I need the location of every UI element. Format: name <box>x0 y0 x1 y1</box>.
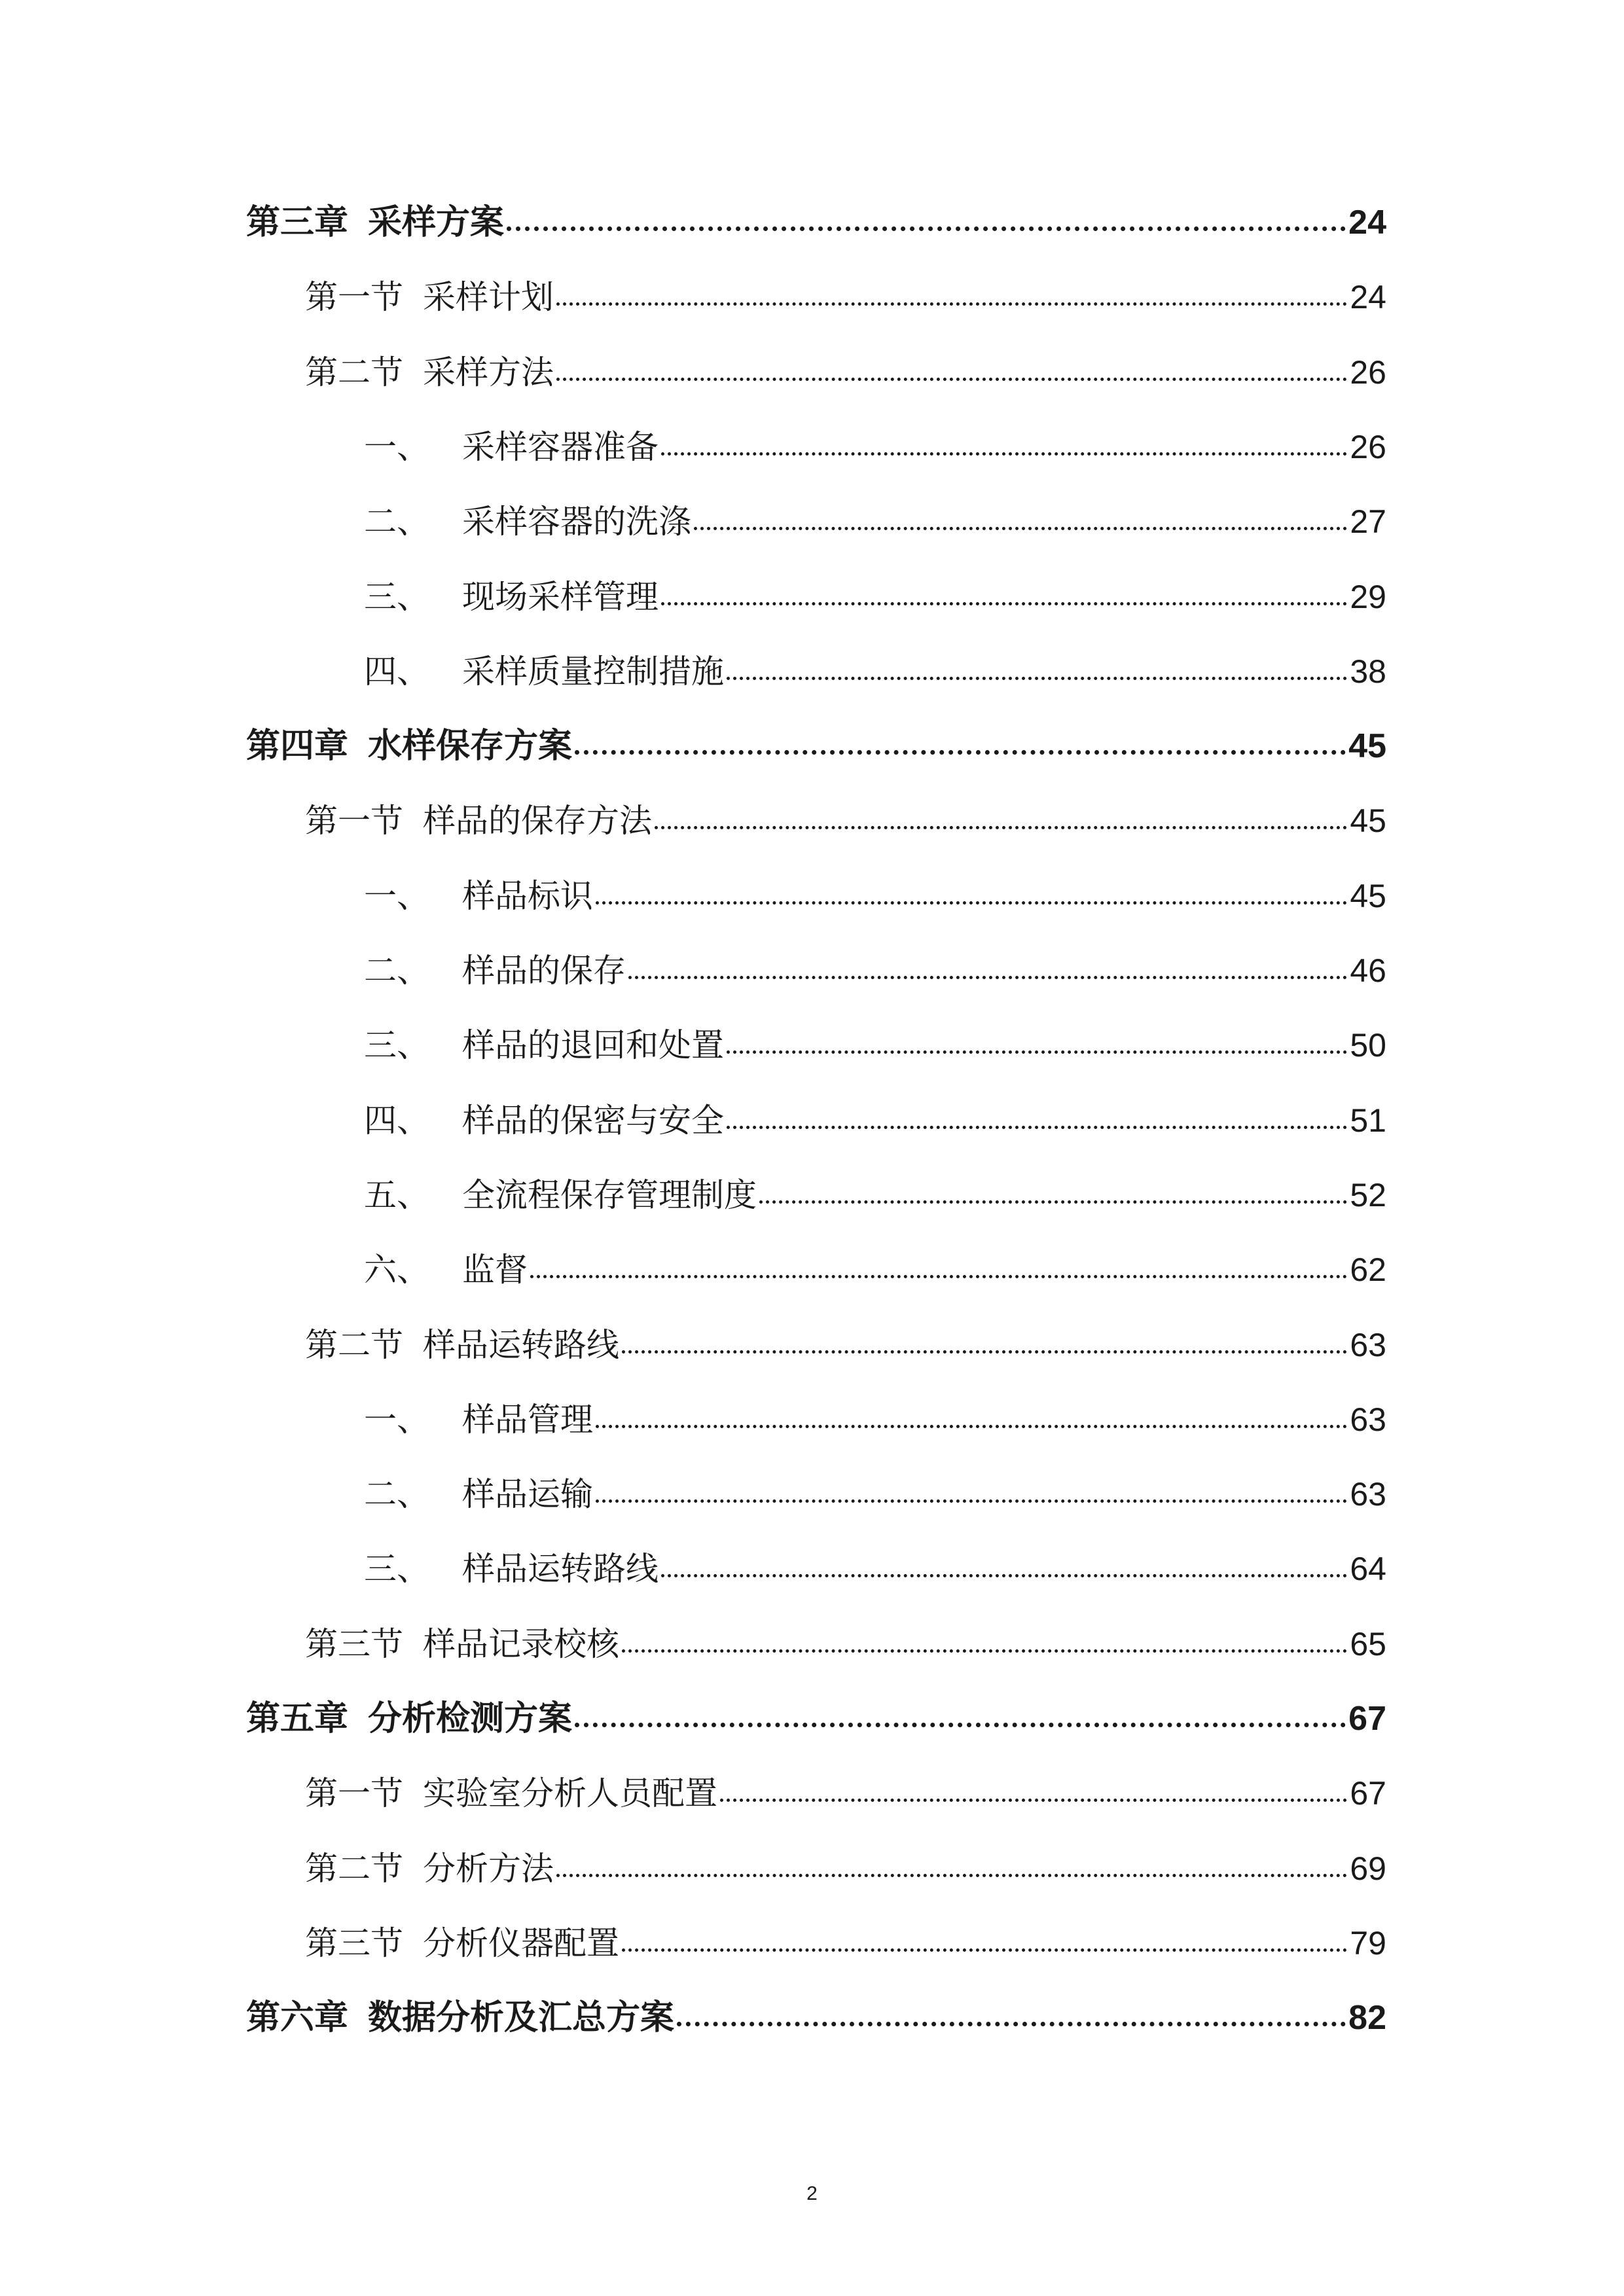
toc-dot-leader <box>661 602 1347 605</box>
toc-entry-title: 水样保存方案 <box>368 726 573 766</box>
toc-dot-leader <box>556 302 1347 306</box>
toc-entry-title: 全流程保存管理制度 <box>462 1176 757 1214</box>
toc-entry[interactable] <box>305 1767 1386 1820</box>
toc-entry[interactable] <box>364 495 1386 548</box>
toc-dot-leader <box>575 750 1346 755</box>
toc-dot-leader <box>596 1499 1347 1503</box>
toc-entry[interactable] <box>364 1244 1386 1296</box>
toc-entry-title: 采样容器的洗涤 <box>462 503 691 541</box>
toc-entry-title: 样品的保存方法 <box>423 802 652 840</box>
toc-entry[interactable] <box>364 1393 1386 1446</box>
toc-entry[interactable] <box>364 645 1386 698</box>
toc-entry[interactable] <box>364 1169 1386 1221</box>
page-number: 2 <box>806 2183 818 2204</box>
toc-dot-leader <box>727 1050 1347 1054</box>
toc-entry-number: 第六章 <box>246 1998 349 2037</box>
toc-entry-number: 第四章 <box>246 726 349 766</box>
toc-entry-page: 45 <box>1350 802 1386 839</box>
toc-entry-page: 67 <box>1348 1700 1386 1738</box>
toc-entry[interactable] <box>246 1992 1386 2044</box>
toc-entry[interactable] <box>364 1019 1386 1071</box>
toc-dot-leader <box>556 1874 1347 1877</box>
toc-entry[interactable] <box>364 1543 1386 1595</box>
toc-entry-number: 二、 <box>364 1475 429 1513</box>
toc-entry-title: 样品的退回和处置 <box>462 1026 724 1064</box>
toc-entry-page: 24 <box>1350 279 1386 315</box>
toc-dot-leader <box>622 1350 1347 1354</box>
toc-entry-number: 六、 <box>364 1251 429 1289</box>
toc-dot-leader <box>727 677 1347 680</box>
toc-dot-leader <box>507 226 1346 231</box>
toc-dot-leader <box>655 826 1347 829</box>
toc-entry-title: 数据分析及汇总方案 <box>368 1998 675 2037</box>
toc-entry-title: 样品运转路线 <box>423 1326 619 1364</box>
toc-dot-leader <box>556 378 1347 381</box>
toc-entry-page: 69 <box>1350 1850 1386 1887</box>
toc-entry-number: 第三节 <box>305 1924 403 1962</box>
toc-entry-number: 第三章 <box>246 203 349 242</box>
toc-entry-page: 82 <box>1348 1999 1386 2037</box>
toc-entry-number: 一、 <box>364 877 429 915</box>
toc-entry-number: 第三节 <box>305 1625 403 1663</box>
toc-entry[interactable] <box>246 1693 1386 1745</box>
toc-entry[interactable] <box>305 1917 1386 1969</box>
toc-entry-number: 二、 <box>364 503 429 541</box>
toc-entry-number: 第一节 <box>305 278 403 316</box>
toc-entry-page: 67 <box>1350 1775 1386 1812</box>
toc-entry-title: 样品运输 <box>462 1475 593 1513</box>
toc-entry[interactable] <box>305 1842 1386 1895</box>
toc-dot-leader <box>622 1649 1347 1653</box>
toc-entry[interactable] <box>364 1094 1386 1147</box>
toc-entry-page: 24 <box>1348 204 1386 242</box>
toc-entry[interactable] <box>364 944 1386 997</box>
toc-entry[interactable] <box>364 421 1386 473</box>
toc-entry-number: 第二节 <box>305 1326 403 1364</box>
toc-entry-number: 三、 <box>364 578 429 616</box>
toc-entry[interactable] <box>364 870 1386 922</box>
toc-entry-page: 45 <box>1350 878 1386 914</box>
toc-entry-number: 第二节 <box>305 353 403 391</box>
toc-entry-number: 三、 <box>364 1026 429 1064</box>
toc-dot-leader <box>628 976 1347 979</box>
toc-entry-title: 采样方案 <box>368 203 505 242</box>
toc-entry-title: 采样质量控制措施 <box>462 653 724 691</box>
toc-entry-title: 样品标识 <box>462 877 593 915</box>
toc-entry[interactable] <box>246 720 1386 772</box>
toc-entry[interactable] <box>305 1618 1386 1670</box>
toc-dot-leader <box>677 2022 1346 2026</box>
toc-entry-number: 第五章 <box>246 1699 349 1738</box>
toc-entry-number: 四、 <box>364 653 429 691</box>
toc-entry-title: 样品的保存 <box>462 952 626 990</box>
toc-entry-number: 一、 <box>364 428 429 466</box>
toc-entry-page: 63 <box>1350 1476 1386 1513</box>
toc-entry-page: 45 <box>1348 727 1386 765</box>
toc-entry-page: 26 <box>1350 429 1386 465</box>
toc-entry-number: 第二节 <box>305 1850 403 1888</box>
toc-entry-page: 63 <box>1350 1401 1386 1438</box>
toc-dot-leader <box>727 1126 1347 1129</box>
toc-dot-leader <box>661 1574 1347 1577</box>
toc-entry-title: 采样容器准备 <box>462 428 659 466</box>
toc-entry-number: 第一节 <box>305 1774 403 1812</box>
toc-dot-leader <box>622 1948 1347 1952</box>
toc-dot-leader <box>575 1723 1346 1727</box>
toc-entry-number: 四、 <box>364 1102 429 1139</box>
toc-entry-number: 二、 <box>364 952 429 990</box>
toc-entry-page: 50 <box>1350 1027 1386 1064</box>
toc-entry-page: 46 <box>1350 952 1386 989</box>
toc-entry-title: 样品的保密与安全 <box>462 1102 724 1139</box>
toc-entry-page: 65 <box>1350 1626 1386 1662</box>
toc-entry[interactable] <box>305 271 1386 323</box>
toc-dot-leader <box>720 1799 1347 1802</box>
toc-dot-leader <box>596 1425 1347 1428</box>
toc-dot-leader <box>530 1275 1347 1278</box>
toc-entry-title: 分析方法 <box>423 1850 554 1888</box>
toc-entry[interactable] <box>305 346 1386 399</box>
toc-entry-title: 采样计划 <box>423 278 554 316</box>
toc-entry-title: 样品管理 <box>462 1401 593 1439</box>
toc-entry-page: 26 <box>1350 354 1386 391</box>
toc-entry-page: 29 <box>1350 579 1386 615</box>
toc-entry-page: 52 <box>1350 1177 1386 1213</box>
toc-dot-leader <box>694 527 1347 530</box>
toc-entry[interactable] <box>305 795 1386 847</box>
toc-entry-title: 实验室分析人员配置 <box>423 1774 717 1812</box>
toc-entry-number: 第一节 <box>305 802 403 840</box>
toc-entry-page: 62 <box>1350 1251 1386 1288</box>
toc-entry-page: 63 <box>1350 1327 1386 1363</box>
toc-entry-number: 三、 <box>364 1550 429 1588</box>
toc-entry-number: 五、 <box>364 1176 429 1214</box>
toc-entry-title: 分析仪器配置 <box>423 1924 619 1962</box>
toc-dot-leader <box>759 1200 1347 1204</box>
toc-entry[interactable] <box>364 1468 1386 1520</box>
toc-entry-page: 38 <box>1350 653 1386 690</box>
toc-entry-title: 分析检测方案 <box>368 1699 573 1738</box>
toc-entry-title: 监督 <box>462 1251 528 1289</box>
toc-entry[interactable] <box>246 196 1386 249</box>
toc-entry[interactable] <box>364 571 1386 623</box>
toc-entry-page: 64 <box>1350 1551 1386 1587</box>
toc-entry-page: 79 <box>1350 1925 1386 1962</box>
toc-entry-title: 采样方法 <box>423 353 554 391</box>
toc-entry[interactable] <box>305 1319 1386 1371</box>
toc-entry-number: 一、 <box>364 1401 429 1439</box>
toc-entry-page: 27 <box>1350 503 1386 540</box>
toc-dot-leader <box>596 901 1347 905</box>
toc-entry-title: 样品运转路线 <box>462 1550 659 1588</box>
toc-entry-title: 现场采样管理 <box>462 578 659 616</box>
toc-entry-page: 51 <box>1350 1102 1386 1139</box>
toc-entry-title: 样品记录校核 <box>423 1625 619 1663</box>
toc-dot-leader <box>661 452 1347 456</box>
